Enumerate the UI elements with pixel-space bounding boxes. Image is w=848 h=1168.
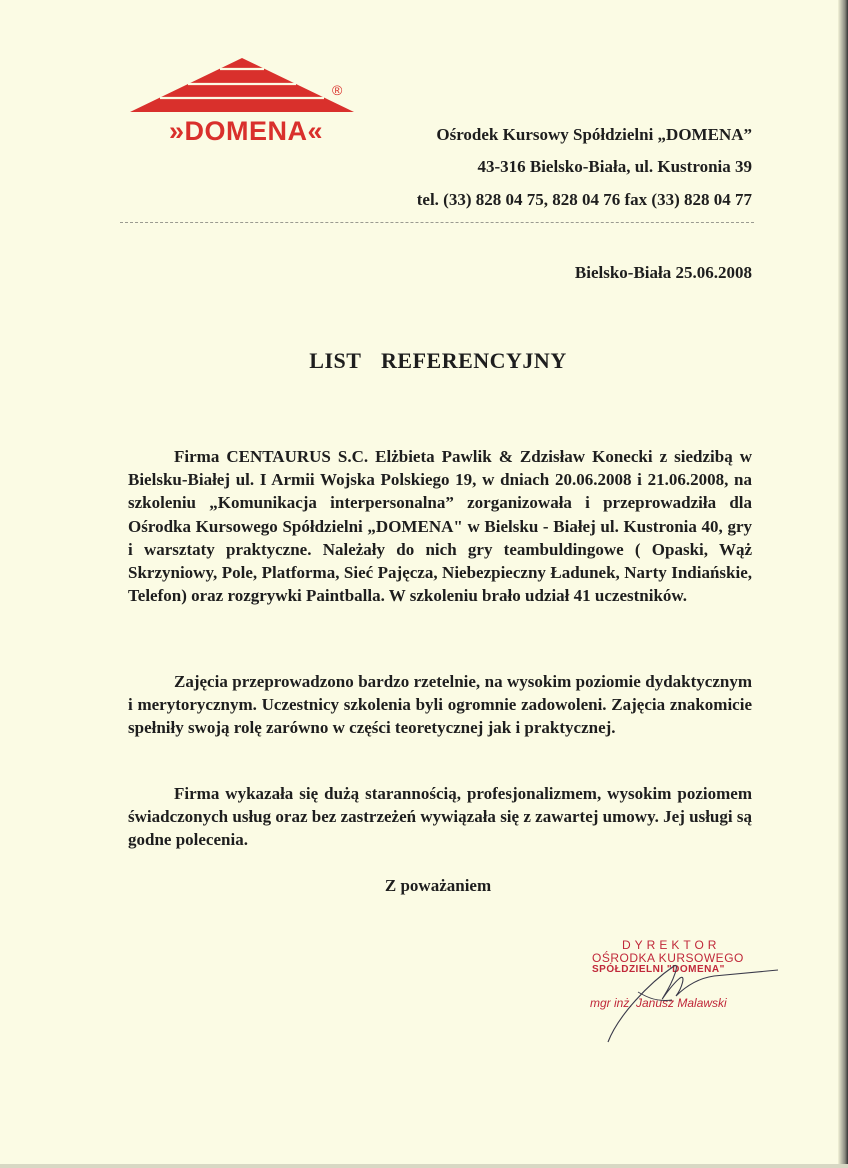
header-address: 43-316 Bielsko-Biała, ul. Kustronia 39	[477, 157, 752, 176]
stamp-line-2: OŚRODKA KURSOWEGO	[592, 951, 744, 965]
closing-salutation: Z poważaniem	[384, 876, 492, 895]
domena-logo	[122, 56, 362, 156]
stamp-line-1: DYREKTOR	[622, 938, 721, 952]
body-paragraph-1: Firma CENTAURUS S.C. Elżbieta Pawlik & Zdzisław Konecki z siedzibą w Bielsku-Białej ul. I Armii Wojska Polskiego 19, w dniach 20.06.2008 i 21.06.2008, na szkoleniu „Komunikacja interpersonalna” zorganizowała i przeprowadziła dla Ośrodka Kursowego Spółdzielni „DOMENA" w Bielsku - Białej ul. Kustronia 40, gry i warsztaty praktyczne. Należały do nich gry teambuldingowe ( Opaski, Wąż Skrzyniowy, Pole, Platforma, Sieć Pajęcza, Niebezpieczny Ładunek, Narty Indiańskie, Telefon) oraz rozgrywki Paintballa. W szkoleniu brało udział 41 uczestników.	[128, 447, 752, 606]
scan-edge	[838, 0, 848, 1168]
scan-edge-bottom	[0, 1164, 848, 1168]
header-phone: tel. (33) 828 04 75, 828 04 76 fax (33) 828 04 77	[416, 190, 752, 209]
header-org: Ośrodek Kursowy Spółdzielni „DOMENA”	[436, 125, 752, 144]
stamp-name: mgr inż. Janusz Malawski	[590, 996, 727, 1010]
letter-title: LIST REFERENCYJNY	[309, 348, 567, 373]
stamp-line-3: SPÓŁDZIELNI "DOMENA"	[592, 964, 725, 975]
logo-wordmark: »DOMENA«	[168, 116, 324, 146]
letter-date: Bielsko-Biała 25.06.2008	[574, 263, 752, 282]
signature	[578, 936, 788, 1076]
header-divider	[120, 222, 754, 223]
registered-mark: ®	[332, 82, 343, 98]
director-stamp	[578, 936, 788, 1076]
roof-icon	[122, 56, 362, 116]
body-paragraph-2: Zajęcia przeprowadzono bardzo rzetelnie, na wysokim poziomie dydaktycznym i merytorycznym. Uczestnicy szkolenia byli ogromnie zadowoleni. Zajęcia znakomicie spełniły swoją rolę zarówno w części teoretycznej jak i praktycznej.	[128, 672, 752, 738]
body-paragraph-3: Firma wykazała się dużą starannością, profesjonalizmem, wysokim poziomem świadczonych usług oraz bez zastrzeżeń wywiązała się z zawartej umowy. Jej usługi są godne polecenia.	[128, 784, 752, 850]
